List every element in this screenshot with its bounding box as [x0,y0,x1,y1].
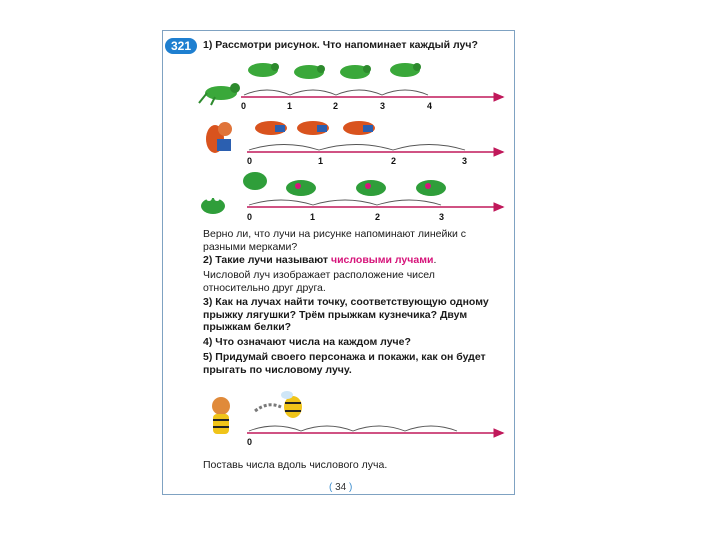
term-number-rays: числовыми лучами [331,254,434,266]
ray-1-arcs [244,90,428,95]
ray-3-arcs [249,200,441,205]
ray-1-label: 4 [427,101,433,111]
ray-1-label: 1 [287,101,293,111]
question-4: 4) Что означают числа на каждом луче? [203,336,411,348]
ray-2-squirrel [206,121,503,166]
ray-3-frog [201,172,503,222]
jumping-grasshoppers [248,63,421,79]
ray-2-label: 0 [247,156,253,166]
bear-cub-icon [212,397,230,434]
ray-3-label: 1 [310,212,316,222]
ray-1-label: 2 [333,101,339,111]
verno-question: Верно ли, что лучи на рисунке напоминают линейки с разными мерками? [203,228,467,253]
ray-1-label: 3 [380,101,386,111]
ray-4-label: 0 [247,437,253,447]
grasshopper-icon [199,83,240,105]
ray-4-arcs [249,426,457,431]
ray-2-label: 2 [391,156,397,166]
page-number: ( 34 ) [329,482,353,493]
ray-2-label: 1 [318,156,324,166]
jumping-frogs [243,172,446,196]
ray-2-arcs [249,145,465,151]
frog-icon [201,195,225,214]
ray-4-bee [212,391,503,447]
ray-1-label: 0 [241,101,247,111]
ray-3-label: 0 [247,212,253,222]
bee-icon [255,391,302,418]
question-5: 5) Придумай своего персонажа и покажи, как он будет прыгать по числовому лучу. [203,351,486,376]
squirrel-icon [206,122,232,153]
question-2: 2) Такие лучи называют числовыми лучами. [203,254,437,266]
question-1: 1) Рассмотри рисунок. Что напоминает каждый луч? [203,39,478,51]
textbook-page [162,30,515,495]
definition: Числовой луч изображает расположение чисел относительно друг друга. [203,269,435,294]
ray-3-label: 3 [439,212,445,222]
ray-3-label: 2 [375,212,381,222]
jumping-squirrels [255,121,375,135]
ray-1-grasshopper [199,63,503,111]
question-3: 3) Как на лучах найти точку, соответствующую одному прыжку лягушки? Трём прыжкам кузнечика? Двум прыжкам белки? [203,296,489,333]
exercise-number-badge: 321 [165,38,197,54]
ray-2-label: 3 [462,156,468,166]
task-instruction: Поставь числа вдоль числового луча. [203,459,388,471]
